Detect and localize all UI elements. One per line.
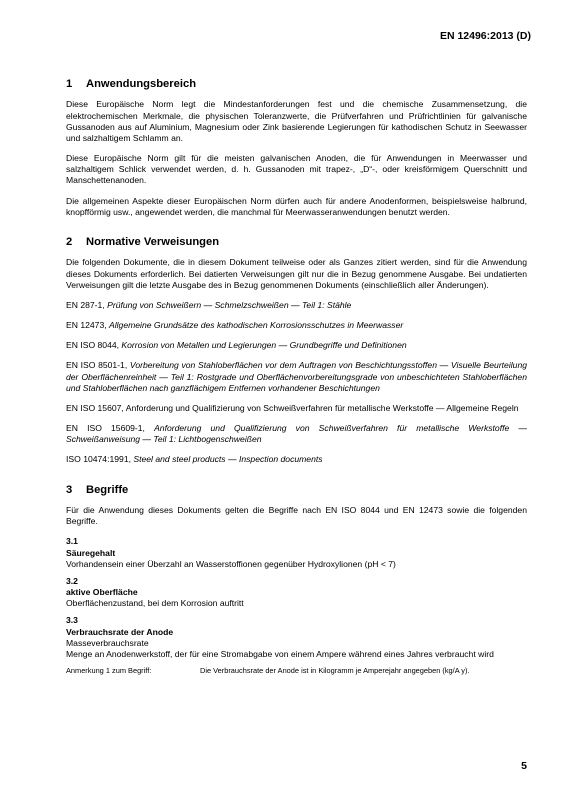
reference-code: EN ISO 15607,	[66, 402, 126, 413]
section-scope	[66, 78, 527, 218]
section-normative-references	[66, 236, 527, 466]
term-number: 3.2	[66, 575, 78, 586]
reference-item	[66, 360, 527, 394]
section-number: 2	[66, 235, 73, 248]
section-title: Anwendungsbereich	[86, 78, 197, 90]
reference-item	[66, 403, 527, 414]
term-name: Verbrauchsrate der Anode	[66, 626, 174, 637]
term-entry	[66, 576, 527, 610]
document-header: EN 12496:2013 (D)	[439, 30, 531, 42]
reference-code: EN 287-1,	[66, 299, 108, 310]
page-content	[66, 78, 527, 694]
section-number: 3	[66, 483, 73, 496]
section-number: 1	[66, 78, 73, 90]
reference-item	[66, 423, 527, 445]
section-heading	[66, 78, 527, 91]
term-entry	[66, 615, 527, 675]
section-title: Begriffe	[86, 483, 129, 496]
section-terms	[66, 484, 527, 676]
term-number: 3.1	[66, 536, 78, 547]
term-definition: Menge an Anodenwerkstoff, der für eine Stromabgabe von einem Ampere während eines Jahres verbraucht wird	[66, 648, 494, 659]
paragraph: Die folgenden Dokumente, die in diesem Dokument teilweise oder als Ganzes zitiert werden, sind für die Anwendung dieses Dokuments erforderlich. Bei datierten Verweisungen gilt nur die in Bezug genommene Ausgabe. Bei undatierten Verweisungen gilt die letzte Ausgabe des in Bezug genommenen Dokuments (einschließlich aller Änderungen).	[66, 257, 527, 290]
page-number: 5	[521, 760, 527, 772]
term-entry	[66, 536, 527, 570]
paragraph: Diese Europäische Norm gilt für die meisten galvanischen Anoden, die für Anwendungen in Meerwasser und salzhaltigem Schlick verwendet werden, d. h. Gussanoden mit trapez-, „D“-, oder kreisförmigem Querschnitt und Manschettenanoden.	[66, 153, 527, 186]
reference-code: EN ISO 15609-1,	[66, 423, 155, 434]
paragraph: Diese Europäische Norm legt die Mindestanforderungen fest und die chemische Zusammensetzung, die elektrochemischen Merkmale, die physischen Toleranzwerte, die Prüfverfahren und Prüfrichtlinien für galvanische Gussanoden aus auf Aluminium, Magnesium oder Zink basierende Legierungen für kathodischen Schutz in Seewasser und salzhaltigem Schlamm an.	[66, 99, 527, 143]
term-name: aktive Oberfläche	[66, 587, 138, 598]
reference-item	[66, 300, 527, 311]
term-definition: Oberflächenzustand, bei dem Korrosion auftritt	[66, 598, 244, 609]
section-heading	[66, 236, 527, 249]
reference-title: Steel and steel products — Inspection documents	[133, 454, 323, 465]
reference-code: ISO 10474:1991,	[66, 454, 134, 465]
reference-item	[66, 340, 527, 351]
note-text: Die Verbrauchsrate der Anode ist in Kilogramm je Amperejahr angegeben (kg/A y).	[200, 666, 470, 676]
reference-code: EN ISO 8501-1,	[66, 360, 130, 371]
reference-item	[66, 320, 527, 331]
paragraph: Für die Anwendung dieses Dokuments gelten die Begriffe nach EN ISO 8044 und EN 12473 sowie die folgenden Begriffe.	[66, 505, 527, 527]
reference-title: Prüfung von Schweißern — Schmelzschweißen — Teil 1: Stähle	[107, 299, 352, 310]
reference-code: EN ISO 8044,	[66, 340, 122, 351]
section-title: Normative Verweisungen	[86, 235, 220, 248]
reference-item	[66, 454, 527, 465]
term-synonym: Masseverbrauchsrate	[66, 637, 149, 648]
reference-code: EN 12473,	[66, 320, 109, 331]
term-definition: Vorhandensein einer Überzahl an Wasserstoffionen gegenüber Hydroxylionen (pH < 7)	[66, 558, 396, 569]
reference-title: Allgemeine Grundsätze des kathodischen Korrosionsschutzes in Meerwasser	[109, 320, 404, 331]
reference-title: Korrosion von Metallen und Legierungen — Grundbegriffe und Definitionen	[121, 340, 407, 351]
section-heading	[66, 484, 527, 497]
reference-title: Vorbereitung von Stahloberflächen vor dem Auftragen von Beschichtungsstoffen — Visuelle Beurteilung der Oberflächenreinheit — Teil 1: Rostgrade und Oberflächenvorbereitungsgrade von unbeschichteten Stahloberflächen und Stahloberflächen nach ganzflächigem Entfernen vorhandener Beschichtungen	[66, 360, 527, 393]
reference-title: Anforderung und Qualifizierung von Schweißverfahren für metallische Werkstoffe — Schweißanweisung — Teil 1: Lichtbogenschweißen	[66, 423, 527, 445]
term-name: Säuregehalt	[66, 547, 116, 558]
term-number: 3.3	[66, 615, 78, 626]
reference-title: Anforderung und Qualifizierung von Schweißverfahren für metallische Werkstoffe — Allgemeine Regeln	[125, 402, 519, 413]
term-note	[66, 666, 527, 676]
note-label: Anmerkung 1 zum Begriff:	[66, 666, 152, 676]
paragraph: Die allgemeinen Aspekte dieser Europäischen Norm dürfen auch für andere Anodenformen, beispielsweise halbrund, knopfförmig usw., angewendet werden, die manchmal für Meerwasseranwendungen benutzt werden.	[66, 195, 527, 217]
